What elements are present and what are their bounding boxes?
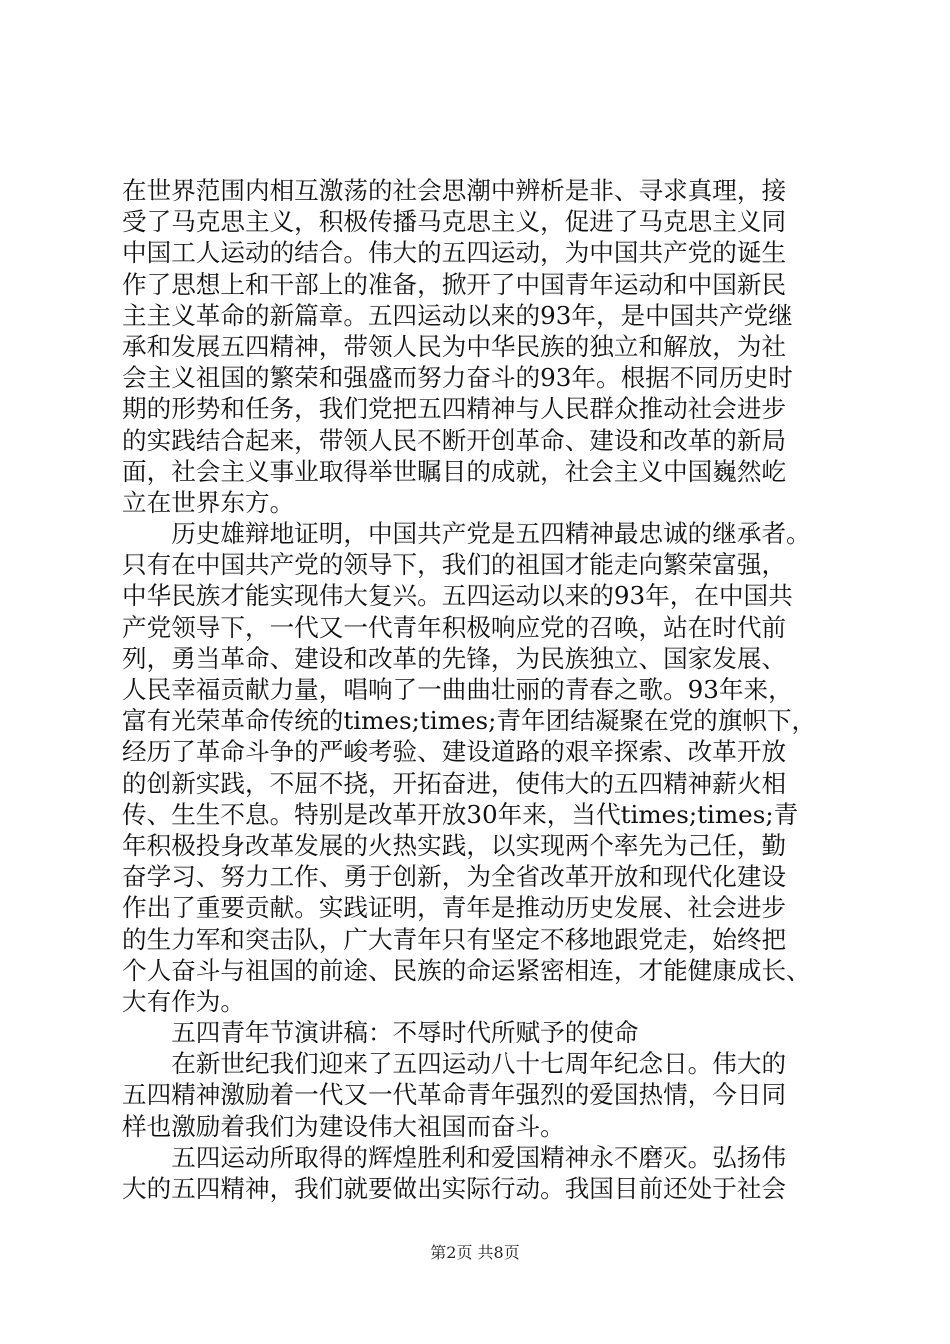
- text-line: 立在世界东方。: [122, 487, 295, 517]
- paragraph: [122, 1142, 847, 1204]
- text-line: 作了思想上和干部上的准备，掀开了中国青年运动和中国新民: [122, 269, 787, 299]
- text-line: 的创新实践，不屈不挠，开拓奋进，使伟大的五四精神薪火相: [122, 768, 787, 798]
- text-line: 承和发展五四精神，带领人民为中华民族的独立和解放，为社: [122, 331, 787, 361]
- text-line: 期的形势和任务，我们党把五四精神与人民群众推动社会进步: [122, 394, 787, 424]
- text-line: 面，社会主义事业取得举世瞩目的成就，社会主义中国巍然屹: [122, 456, 787, 486]
- text-line: 在新世纪我们迎来了五四运动八十七周年纪念日。伟大的: [122, 1049, 787, 1079]
- text-line: 五四精神激励着一代又一代革命青年强烈的爱国热情，今日同: [122, 1080, 787, 1110]
- text-line: 产党领导下，一代又一代青年积极响应党的召唤，站在时代前: [122, 612, 787, 642]
- text-line: 传、生生不息。特别是改革开放30年来，当代times;times;青: [122, 799, 799, 829]
- paragraph: [122, 175, 847, 518]
- text-line: 只有在中国共产党的领导下，我们的祖国才能走向繁荣富强，: [122, 550, 787, 580]
- paragraph: [122, 518, 847, 1017]
- section-heading: [122, 1017, 847, 1048]
- page-footer: [0, 1243, 950, 1263]
- page-number: 第2页 共8页: [430, 1243, 520, 1262]
- text-line: 样也激励着我们为建设伟大祖国而奋斗。: [122, 1111, 565, 1141]
- text-line: 个人奋斗与祖国的前途、民族的命运紧密相连，才能健康成长、: [122, 955, 811, 985]
- heading-line: 五四青年节演讲稿：不辱时代所赋予的使命: [122, 1018, 639, 1048]
- paragraph: [122, 1048, 847, 1142]
- text-line: 大有作为。: [122, 986, 245, 1016]
- text-line: 年积极投身改革发展的火热实践，以实现两个率先为己任，勤: [122, 830, 787, 860]
- text-line: 的生力军和突击队，广大青年只有坚定不移地跟党走，始终把: [122, 924, 787, 954]
- text-line: 历史雄辩地证明，中国共产党是五四精神最忠诚的继承者。: [122, 519, 811, 549]
- text-line: 作出了重要贡献。实践证明，青年是推动历史发展、社会进步: [122, 893, 787, 923]
- text-line: 奋学习、努力工作、勇于创新，为全省改革开放和现代化建设: [122, 862, 787, 892]
- text-line: 富有光荣革命传统的times;times;青年团结凝聚在党的旗帜下，: [122, 706, 817, 736]
- text-line: 经历了革命斗争的严峻考验、建设道路的艰辛探索、改革开放: [122, 737, 787, 767]
- text-line: 受了马克思主义，积极传播马克思主义，促进了马克思主义同: [122, 207, 787, 237]
- text-line: 的实践结合起来，带领人民不断开创革命、建设和改革的新局: [122, 425, 787, 455]
- document-body: [122, 175, 847, 1204]
- text-line: 五四运动所取得的辉煌胜利和爱国精神永不磨灭。弘扬伟: [122, 1142, 787, 1172]
- text-line: 中国工人运动的结合。伟大的五四运动，为中国共产党的诞生: [122, 238, 787, 268]
- text-line: 人民幸福贡献力量，唱响了一曲曲壮丽的青春之歌。93年来，: [122, 675, 793, 704]
- text-line: 主主义革命的新篇章。五四运动以来的93年，是中国共产党继: [122, 300, 793, 330]
- text-line: 中华民族才能实现伟大复兴。五四运动以来的93年，在中国共: [122, 581, 793, 611]
- text-line: 大的五四精神，我们就要做出实际行动。我国目前还处于社会: [122, 1174, 787, 1203]
- text-line: 会主义祖国的繁荣和强盛而努力奋斗的93年。根据不同历史时: [122, 363, 793, 393]
- text-line: 在世界范围内相互激荡的社会思潮中辨析是非、寻求真理，接: [122, 176, 787, 205]
- text-line: 列，勇当革命、建设和改革的先锋，为民族独立、国家发展、: [122, 643, 787, 673]
